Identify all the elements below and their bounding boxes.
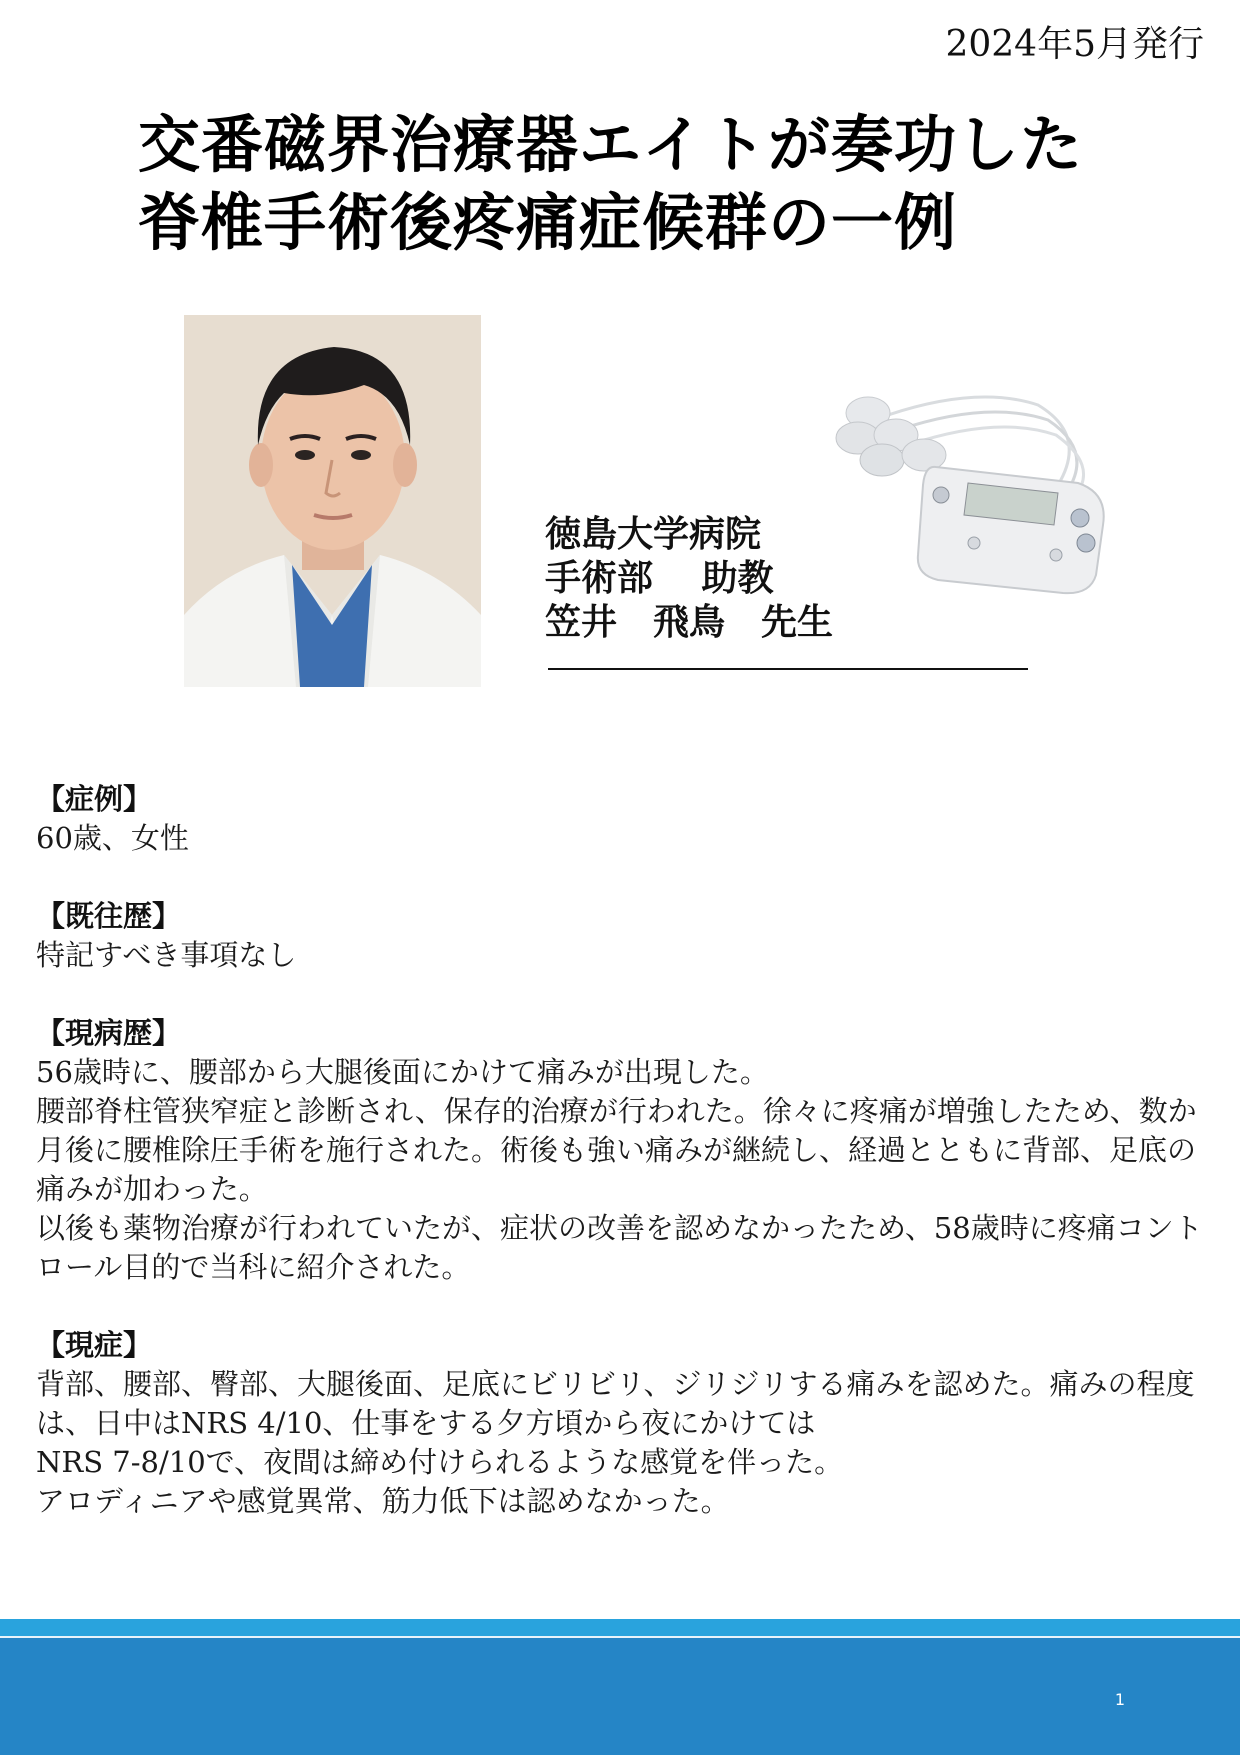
author-photo — [184, 315, 481, 687]
issue-date: 2024年5月発行 — [945, 24, 1204, 65]
footer-band — [0, 1638, 1240, 1755]
section-case — [36, 780, 1212, 858]
author-affiliation: 徳島大学病院 — [545, 514, 762, 555]
section-paragraph: 60歳、女性 — [36, 821, 189, 855]
author-underline — [548, 668, 1028, 670]
section-paragraph: アロディニアや感覚異常、筋力低下は認めなかった。 — [36, 1484, 730, 1518]
section-past-history — [36, 897, 1212, 975]
section-heading: 【既往歴】 — [36, 899, 182, 933]
section-paragraph: NRS 7-8/10で、夜間は締め付けられるような感覚を伴った。 — [36, 1445, 844, 1479]
article-title — [138, 106, 1188, 262]
section-paragraph: 特記すべき事項なし — [36, 938, 297, 972]
section-present-status — [36, 1326, 1212, 1521]
section-paragraph: 56歳時に、腰部から大腿後面にかけて痛みが出現した。 — [36, 1055, 769, 1089]
section-paragraph: 背部、腰部、臀部、大腿後面、足底にビリビリ、ジリジリする痛みを認めた。痛みの程度は、日中はNRS 4/10、仕事をする夕方頃から夜にかけては — [36, 1367, 1195, 1440]
author-name: 笠井 飛鳥 先生 — [545, 602, 834, 643]
page-number: 1 — [1114, 1690, 1125, 1709]
author-position: 手術部 助教 — [545, 558, 774, 599]
footer-accent-strip — [0, 1619, 1240, 1636]
section-heading: 【現症】 — [36, 1328, 153, 1362]
section-paragraph: 以後も薬物治療が行われていたが、症状の改善を認めなかったため、58歳時に疼痛コントロール目的で当科に紹介された。 — [36, 1211, 1203, 1284]
section-heading: 【症例】 — [36, 782, 153, 816]
case-report-body — [36, 780, 1212, 1560]
section-present-illness — [36, 1014, 1212, 1287]
device-image — [828, 375, 1128, 610]
section-paragraph: 腰部脊柱管狭窄症と診断され、保存的治療が行われた。徐々に疼痛が増強したため、数か月後に腰椎除圧手術を施行された。術後も強い痛みが継続し、経過とともに背部、足底の痛みが加わった。 — [36, 1094, 1197, 1206]
title-line-2: 脊椎手術後疼痛症候群の一例 — [138, 186, 958, 259]
section-heading: 【現病歴】 — [36, 1016, 182, 1050]
author-block — [545, 513, 833, 645]
title-line-1: 交番磁界治療器エイトが奏功した — [138, 108, 1084, 181]
